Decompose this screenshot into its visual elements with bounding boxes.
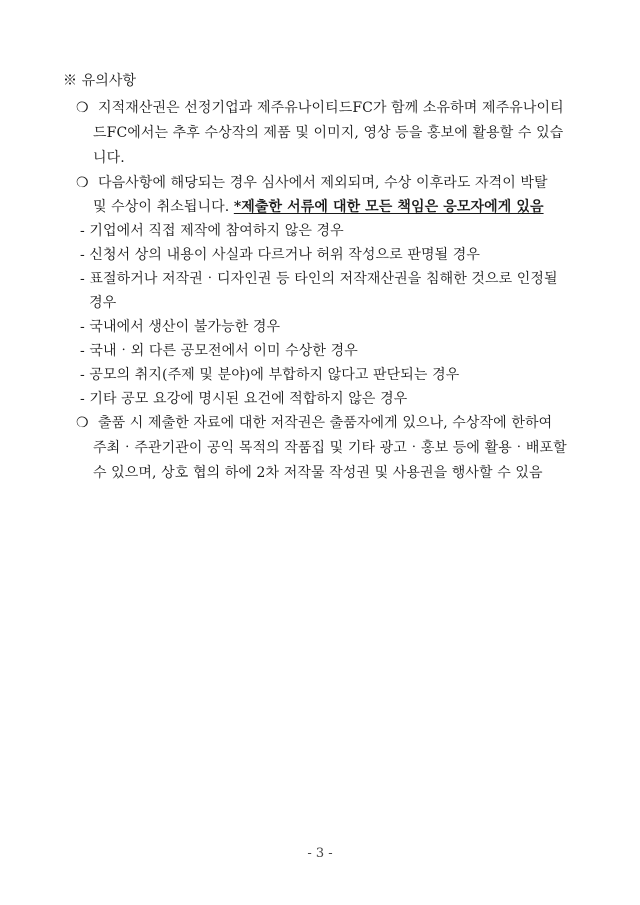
circle-bullet-icon: ❍ (76, 175, 89, 191)
circle-bullet-icon: ❍ (76, 415, 89, 431)
bullet-continuation: 주최‧주관기관이 공익 목적의 작품집 및 기타 광고‧홍보 등에 활용‧배포할 (93, 440, 567, 456)
dash-item: - 기업에서 직접 제작에 참여하지 않은 경우 (80, 223, 344, 239)
dash-item: - 국내‧외 다른 공모전에서 이미 수상한 경우 (80, 343, 358, 359)
section-heading: ※ 유의사항 (63, 73, 137, 89)
dash-item: - 신청서 상의 내용이 사실과 다르거나 허위 작성으로 판명될 경우 (80, 247, 481, 263)
bullet-text: 및 수상이 취소됩니다. (93, 199, 234, 215)
bullet-continuation: 니다. (93, 150, 125, 166)
dash-item: - 표절하거나 저작권‧디자인권 등 타인의 저작재산권을 침해한 것으로 인정될 (80, 271, 558, 287)
bullet-item-disqualification (76, 174, 548, 192)
dash-item: - 국내에서 생산이 불가능한 경우 (80, 319, 281, 335)
bullet-item-copyright (76, 414, 552, 432)
bullet-continuation (93, 198, 544, 216)
bullet-item-ip-rights (76, 99, 564, 117)
circle-bullet-icon: ❍ (76, 100, 89, 116)
responsibility-notice: *제출한 서류에 대한 모든 책임은 응모자에게 있음 (233, 199, 544, 215)
page-number: - 3 - (307, 846, 333, 861)
dash-item: - 기타 공모 요강에 명시된 요건에 적합하지 않은 경우 (80, 391, 408, 407)
dash-item: - 공모의 취지(주제 및 분야)에 부합하지 않다고 판단되는 경우 (80, 367, 460, 383)
bullet-text: 지적재산권은 선정기업과 제주유나이티드FC가 함께 소유하며 제주유나이티 (98, 100, 564, 116)
bullet-text: 출품 시 제출한 자료에 대한 저작권은 출품자에게 있으나, 수상작에 한하여 (98, 415, 553, 431)
bullet-text: 다음사항에 해당되는 경우 심사에서 제외되며, 수상 이후라도 자격이 박탈 (98, 175, 548, 191)
dash-item-continuation: 경우 (80, 295, 117, 311)
bullet-continuation: 드FC에서는 추후 수상작의 제품 및 이미지, 영상 등을 홍보에 활용할 수 있습 (93, 125, 564, 141)
bullet-continuation: 수 있으며, 상호 협의 하에 2차 저작물 작성권 및 사용권을 행사할 수 있음 (93, 465, 543, 481)
